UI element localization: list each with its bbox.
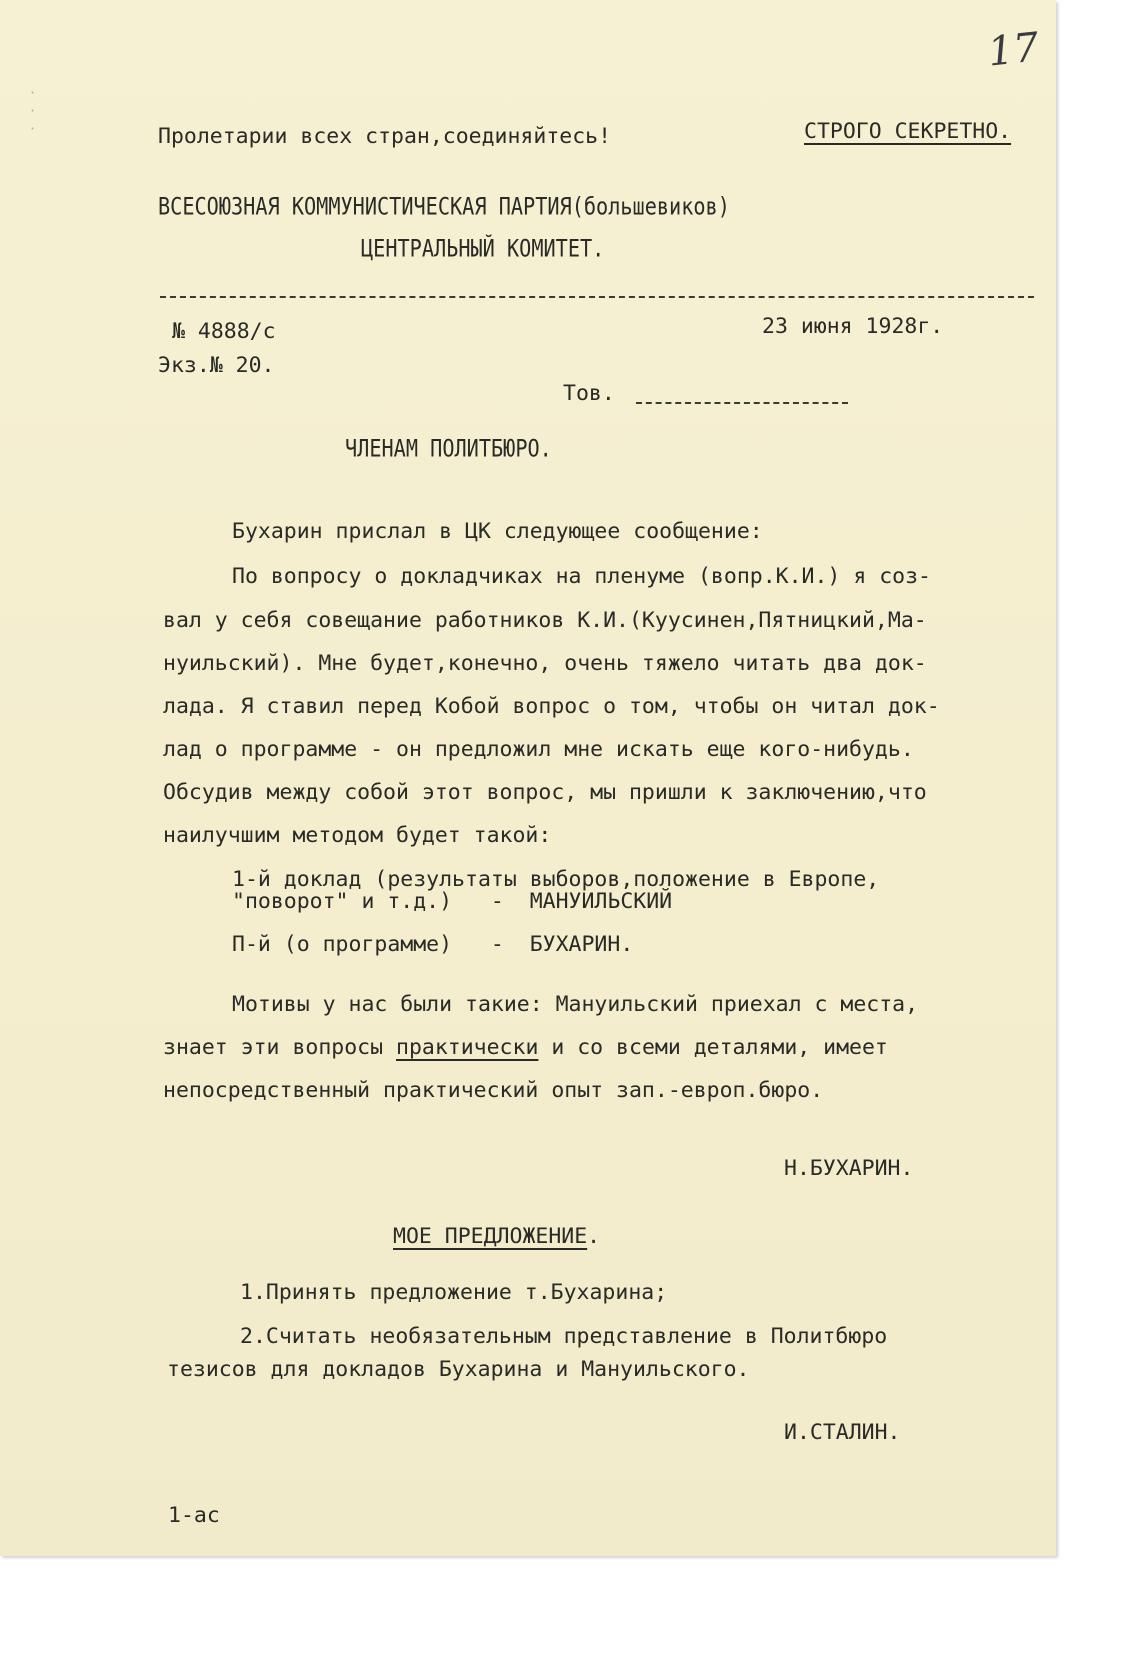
margin-marks: · · · [30,83,36,138]
motives-line-2-end: и со всеми деталями, имеет [538,1035,888,1060]
proposal-item-1: 1.Принять предложение т.Бухарина; [240,1280,668,1305]
org-subdivision: ЦЕНТРАЛЬНЫЙ КОМИТЕТ. [361,235,605,264]
classification-stamp: СТРОГО СЕКРЕТНО. [804,119,1012,144]
registration-number: № 4888/с [172,319,276,344]
header-separator [160,296,1034,298]
proposal-heading-text: МОЕ ПРЕДЛОЖЕНИЕ [393,1224,588,1249]
document-date: 23 июня 1928г. [762,314,944,339]
body-line-4: нуильский). Мне будет,конечно, очень тяжело читать два док- [163,651,927,676]
body-line-3: вал у себя совещание работников К.И.(Куусинен,Пятницкий,Ма- [163,608,927,633]
signature-stalin: И.СТАЛИН. [784,1420,901,1445]
body-line-2: По вопросу о докладчиках на пленуме (вопр.К.И.) я соз- [232,564,931,589]
motives-line-3: непосредственный практический опыт зап.-европ.бюро. [163,1078,824,1103]
recipients-heading: ЧЛЕНАМ ПОЛИТБЮРО. [345,435,552,464]
report-2: П-й (о программе) - БУХАРИН. [232,932,634,957]
signature-bukharin: Н.БУХАРИН. [784,1156,914,1181]
proposal-item-2-line-2: тезисов для докладов Бухарина и Мануильского. [167,1357,750,1382]
proposal-item-2-line-1: 2.Считать необязательным представление в Политбюро [240,1324,888,1349]
body-line-6: лад о программе - он предложил мне искать еще кого-нибудь. [163,737,914,762]
body-line-7: Обсудив между собой этот вопрос, мы пришли к заключению,что [163,780,927,805]
proposal-heading [393,1226,600,1248]
footer-code: 1-ас [168,1503,220,1528]
handwritten-page-number: 17 [985,24,1042,76]
body-line-8: наилучшим методом будет такой: [163,823,552,848]
org-name: ВСЕСОЮЗНАЯ КОММУНИСТИЧЕСКАЯ ПАРТИЯ(большевиков) [158,193,730,222]
copy-number: Экз.№ 20. [158,353,275,378]
motives-line-2-start: знает эти вопросы [163,1035,396,1060]
proposal-heading-dot: . [587,1224,601,1249]
addressee-blank-line [636,402,848,404]
underlined-word-practically: практически [396,1035,539,1060]
body-line-5: лада. Я ставил перед Кобой вопрос о том, чтобы он читал док- [163,694,940,719]
report-1-line-1: 1-й доклад (результаты выборов,положение в Европе, [232,867,880,892]
report-1-line-2: "поворот" и т.д.) - МАНУИЛЬСКИЙ [232,889,673,914]
body-line-1: Бухарин прислал в ЦК следующее сообщение: [232,519,763,544]
motives-line-2 [163,1037,888,1059]
slogan: Пролетарии всех стран,соединяйтесь! [158,124,612,149]
addressee-prefix: Тов. [563,381,615,406]
motives-line-1: Мотивы у нас были такие: Мануильский приехал с места, [232,992,919,1017]
